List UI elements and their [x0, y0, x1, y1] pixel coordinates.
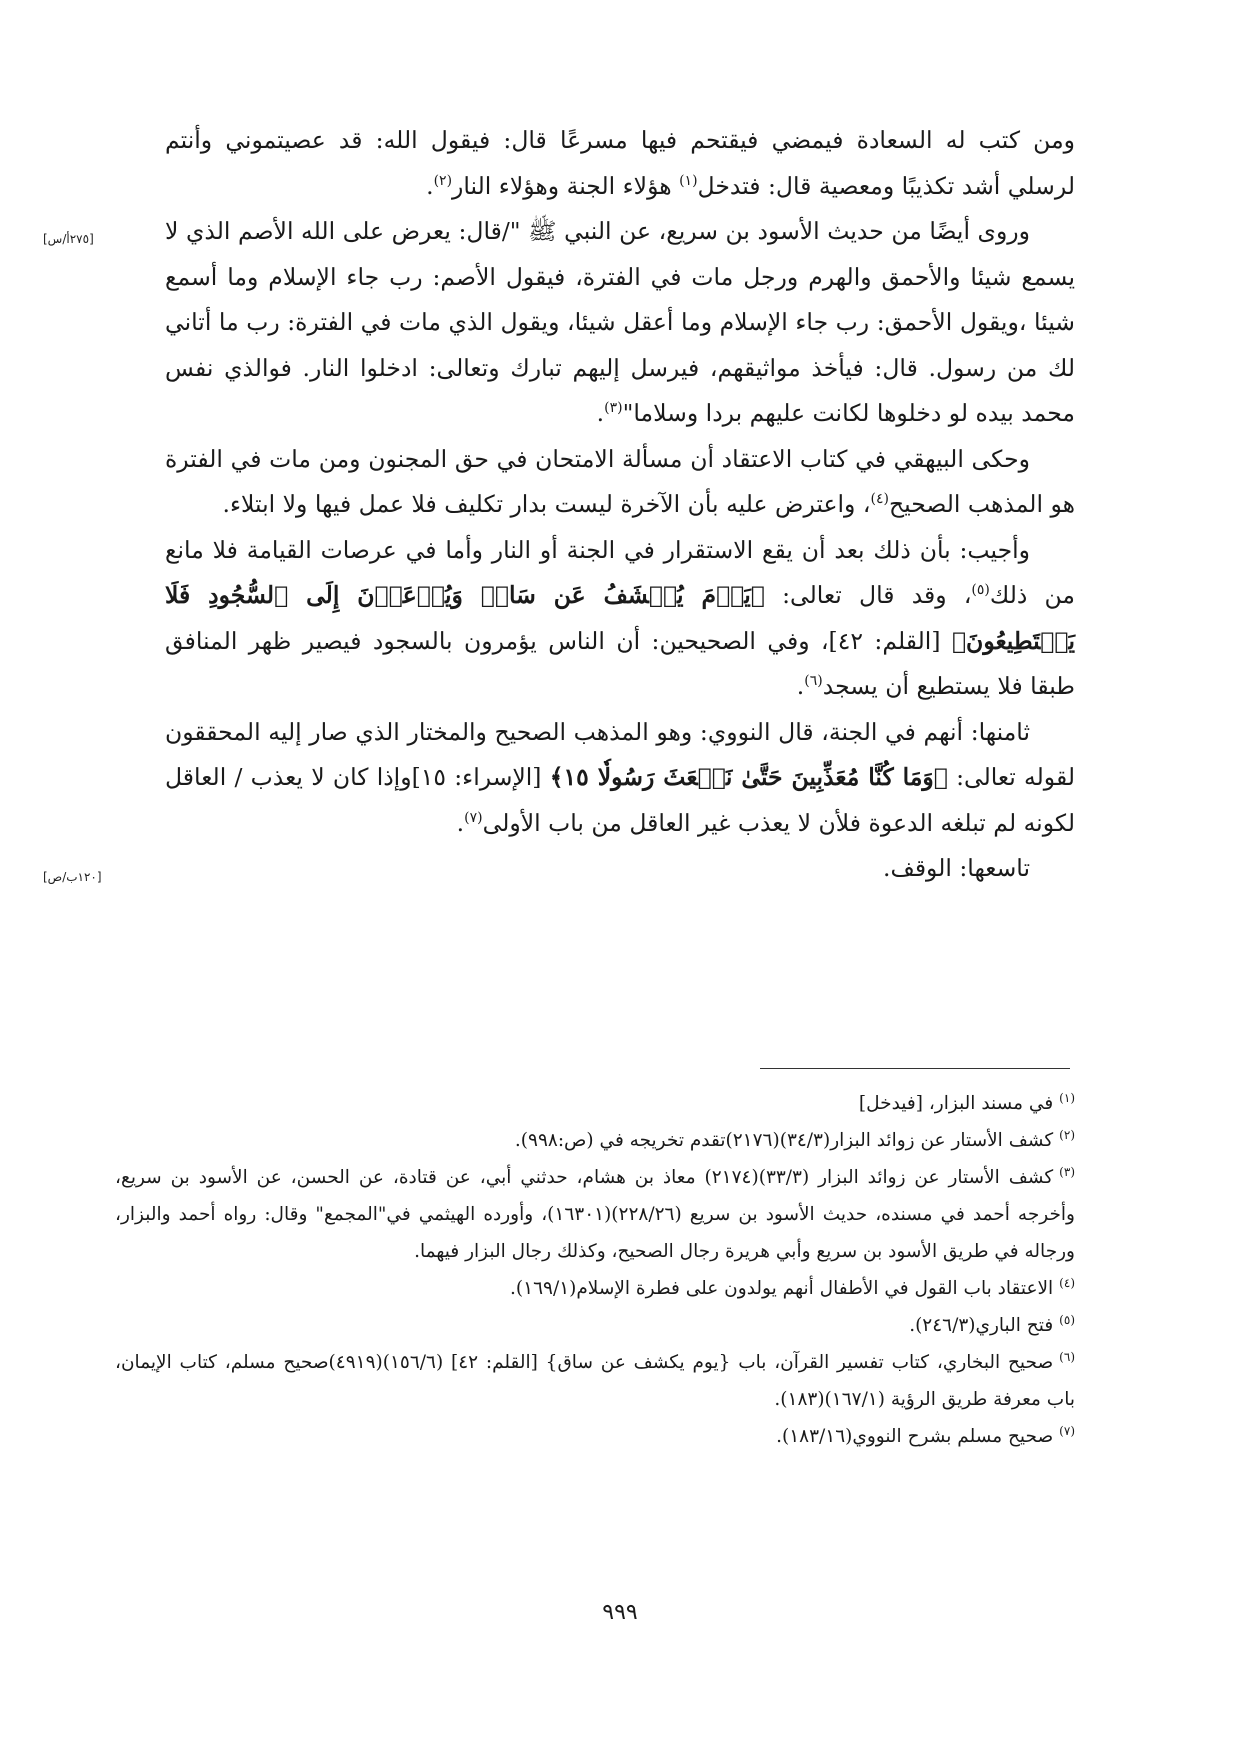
text: وروى أيضًا من حديث الأسود بن سريع، عن النبي ﷺ "/قال: يعرض على الله الأصم الذي لا يسمع شيئا والأحمق والهرم ورجل مات في الفترة، فيقول الأصم: رب جاء الإسلام وما أسمع شيئا ،ويقول الأحمق: رب جاء الإسلام وما أعقل شيئا، ويقول الذي مات في الفترة: رب ما أتاني لك من رسول. قال: فيأخذ مواثيقهم، فيرسل إليهم تبارك وتعالى: ادخلوا النار. فوالذي نفس محمد بيده لو دخلوها لكانت عليهم بردا وسلاما" [165, 217, 1075, 427]
footnote-number: (٦) [1059, 1349, 1075, 1364]
footnote-number: (٥) [1059, 1312, 1075, 1327]
footnotes [115, 1085, 1075, 1455]
paragraph-1 [165, 118, 1075, 209]
footnote-number: (٧) [1059, 1423, 1075, 1438]
paragraph-4 [165, 528, 1075, 710]
text: [الإسراء: ١٥]وإذا كان لا يعذب / العاقل لكونه لم تبلغه الدعوة فلأن لا يعذب غير العاقل من باب الأولى [165, 763, 1075, 837]
quran-verse: ﴿يَوۡمَ يُكۡشَفُ عَن سَاقٖ وَيُدۡعَوۡنَ إِلَى ٱلسُّجُودِ فَلَا يَسۡتَطِيعُونَ﴾ [165, 581, 1075, 655]
footnote-separator [760, 1068, 1070, 1069]
footnote-text: في مسند البزار، [فيدخل] [858, 1093, 1054, 1114]
paragraph-5 [165, 710, 1075, 847]
text: . [796, 672, 805, 700]
footnote-text: كشف الأستار عن زوائد البزار (٣٣/٣)(٢١٧٤) معاذ بن هشام، حدثني أبي، عن قتادة، عن الحسن، عن الأسود بن سريع، وأخرجه أحمد في مسنده، حديث الأسود بن سريع (٢٢٨/٢٦)(١٦٣٠١)، وأورده الهيثمي في"المجمع" وقال: رواه أحمد والبزار، ورجاله في طريق الأسود بن سريع وأبي هريرة رجال الصحيح، وكذلك رجال البزار فيهما. [115, 1167, 1075, 1262]
main-text [165, 118, 1075, 892]
footnote-text: صحيح البخاري، كتاب تفسير القرآن، باب {يوم يكشف عن ساق} [القلم: ٤٢] (١٥٦/٦)(٤٩١٩)صحيح مسلم، كتاب الإيمان، باب معرفة طريق الرؤية (١٦٧/١)(١٨٣). [115, 1352, 1075, 1410]
footnote-ref: (٥) [971, 582, 990, 599]
footnote-ref: (٦) [804, 673, 823, 690]
text: ثامنها: أنهم في الجنة، قال النووي: وهو المذهب الصحيح والمختار الذي صار إليه المحققون لقوله تعالى: [165, 717, 1075, 791]
footnote [115, 1344, 1075, 1418]
footnote [115, 1307, 1075, 1344]
margin-note-manuscript-page: [٢٧٥أ/س] [43, 232, 94, 246]
text: . [596, 399, 605, 427]
text: . [456, 808, 465, 837]
footnote-ref: (٢) [433, 172, 453, 189]
paragraph-3 [165, 437, 1075, 528]
footnote-number: (٢) [1059, 1127, 1075, 1142]
footnote-ref: (٣) [604, 400, 623, 417]
footnote [115, 1418, 1075, 1455]
footnote [115, 1270, 1075, 1307]
paragraph-2 [165, 209, 1075, 437]
footnote-ref: (٧) [464, 809, 483, 826]
footnote-number: (٤) [1059, 1275, 1075, 1290]
text: [القلم: ٤٢]، وفي الصحيحين: أن الناس يؤمرون بالسجود فيصير ظهر المنافق طبقا فلا يستطيع أن يسجد [165, 626, 1075, 700]
text: ، واعترض عليه بأن الآخرة ليست بدار تكليف فلا عمل فيها ولا ابتلاء. [222, 490, 871, 518]
text: وحكى البيهقي في كتاب الاعتقاد أن مسألة الامتحان في حق المجنون ومن مات في الفترة هو المذهب الصحيح [165, 444, 1075, 518]
margin-note-manuscript-page: [١٢٠ب/ص] [43, 870, 102, 884]
text: هؤلاء الجنة وهؤلاء النار [452, 171, 680, 200]
footnote-number: (١) [1059, 1090, 1075, 1105]
footnote [115, 1122, 1075, 1159]
footnote-text: كشف الأستار عن زوائد البزار(٣٤/٣)(٢١٧٦)تقدم تخريجه في (ص:٩٩٨). [514, 1130, 1054, 1151]
footnote-text: فتح الباري(٢٤٦/٣). [909, 1315, 1054, 1336]
text: ، وقد قال تعالى: [764, 581, 972, 609]
footnote-number: (٣) [1059, 1164, 1075, 1179]
footnote-text: صحيح مسلم بشرح النووي(١٨٣/١٦). [776, 1426, 1054, 1447]
text: . [426, 171, 434, 200]
footnote-text: الاعتقاد باب القول في الأطفال أنهم يولدون على فطرة الإسلام(١٦٩/١). [510, 1278, 1054, 1299]
footnote [115, 1085, 1075, 1122]
paragraph-6: تاسعها: الوقف. [883, 854, 1030, 882]
page-number: ٩٩٩ [602, 1600, 638, 1625]
text: ومن كتب له السعادة فيمضي فيقتحم فيها مسرعًا قال: فيقول الله: قد عصيتموني وأنتم لرسلي أشد تكذيبًا ومعصية قال: فتدخل [165, 126, 1075, 200]
footnote-ref: (٤) [870, 491, 889, 508]
footnote-ref: (١) [679, 172, 698, 189]
quran-verse: ﴿وَمَا كُنَّا مُعَذِّبِينَ حَتَّىٰ نَبۡعَثَ رَسُولٗا ١٥﴾ [549, 763, 948, 791]
text: وأجيب: بأن ذلك بعد أن يقع الاستقرار في الجنة أو النار وأما في عرصات القيامة فلا مانع من ذلك [165, 535, 1076, 609]
footnote [115, 1159, 1075, 1270]
